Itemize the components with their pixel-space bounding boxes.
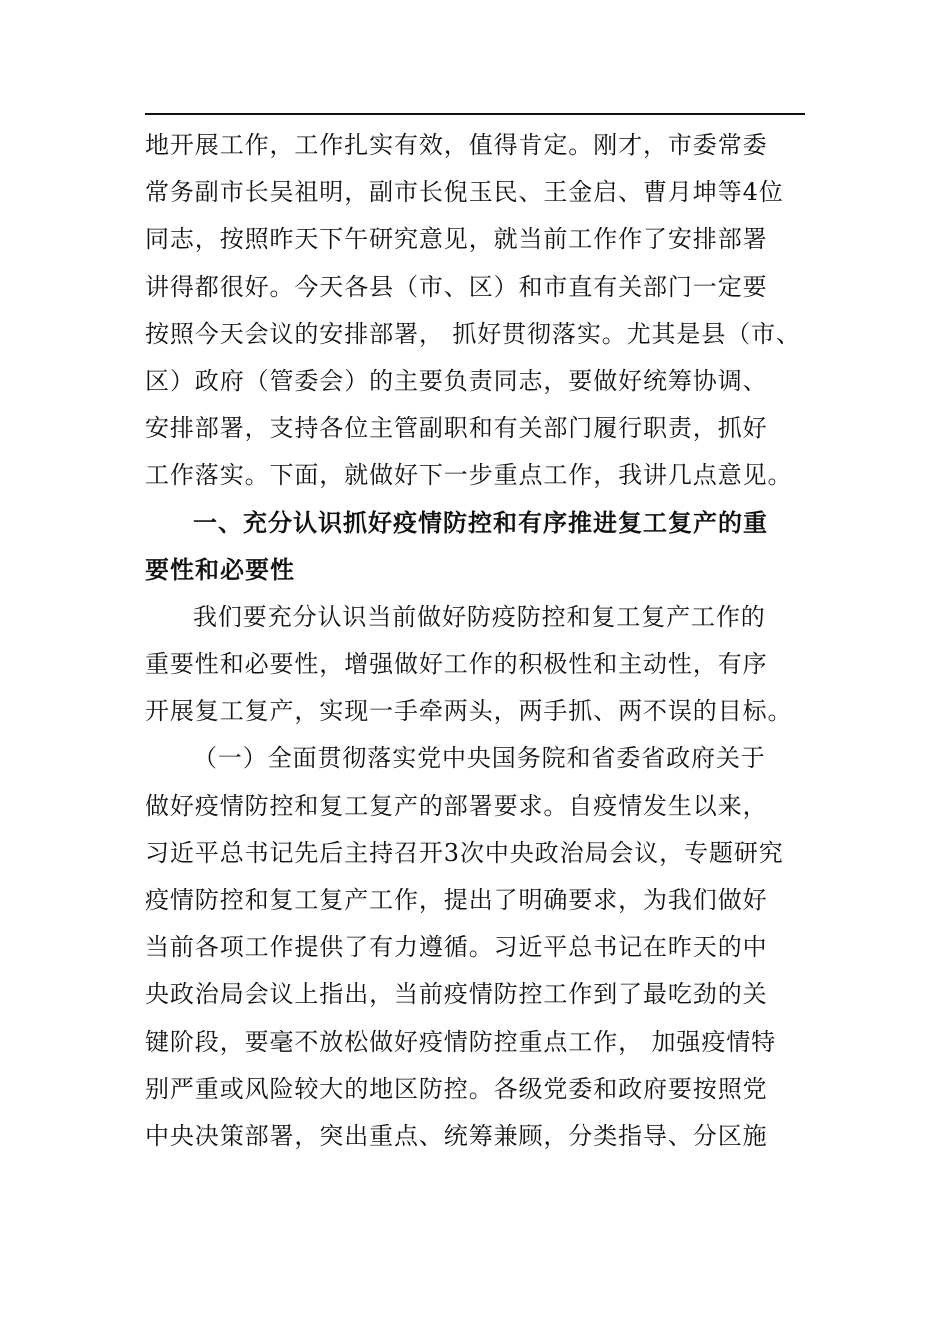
body-line: 我们要充分认识当前做好防疫防控和复工复产工作的 (193, 602, 766, 631)
body-line: 疫情防控和复工复产工作，提出了明确要求，为我们做好 (145, 886, 768, 914)
body-line: 重要性和必要性，增强做好工作的积极性和主动性，有序 (145, 650, 768, 679)
body-line: 同志，按照昨天下午研究意见，就当前工作作了安排部署 (145, 225, 768, 254)
body-line: 讲得都很好。今天各县（市、区）和市直有关部门一定要 (145, 272, 768, 301)
subsection-line: （一）全面贯彻落实党中央国务院和省委省政府关于 (193, 744, 766, 773)
section-heading: 一、充分认识抓好疫情防控和有序推进复工复产的重 (193, 508, 768, 537)
body-line: 央政治局会议上指出，当前疫情防控工作到了最吃劲的关 (145, 980, 768, 1009)
body-line: 按照今天会议的安排部署， 抓好贯彻落实。尤其是县（市、 (145, 319, 801, 348)
body-line: 键阶段，要毫不放松做好疫情防控重点工作， 加强疫情特 (145, 1027, 777, 1056)
body-line: 工作落实。下面，就做好下一步重点工作，我讲几点意见。 (145, 461, 793, 490)
body-line: 当前各项工作提供了有力遵循。习近平总书记在昨天的中 (145, 933, 768, 962)
body-line: 习近平总书记先后主持召开3次中央政治局会议，专题研究 (145, 838, 784, 867)
document-body (145, 122, 815, 1160)
body-line: 开展复工复产，实现一手牵两头，两手抓、两不误的目标。 (145, 697, 793, 726)
section-heading-continued: 要性和必要性 (145, 555, 295, 584)
body-line: 区）政府（管委会）的主要负责同志，要做好统筹协调、 (145, 366, 768, 395)
body-line: 别严重或风险较大的地区防控。各级党委和政府要按照党 (145, 1074, 768, 1103)
body-line: 安排部署，支持各位主管副职和有关部门履行职责，抓好 (145, 414, 768, 443)
body-line: 做好疫情防控和复工复产的部署要求。自疫情发生以来， (145, 791, 768, 820)
body-line: 中央决策部署，突出重点、统筹兼顾，分类指导、分区施 (145, 1121, 768, 1150)
header-rule (145, 113, 805, 115)
body-line: 常务副市长吴祖明，副市长倪玉民、王金启、曹月坤等4位 (145, 178, 784, 207)
body-line: 地开展工作，工作扎实有效，值得肯定。刚才，市委常委 (145, 131, 768, 159)
